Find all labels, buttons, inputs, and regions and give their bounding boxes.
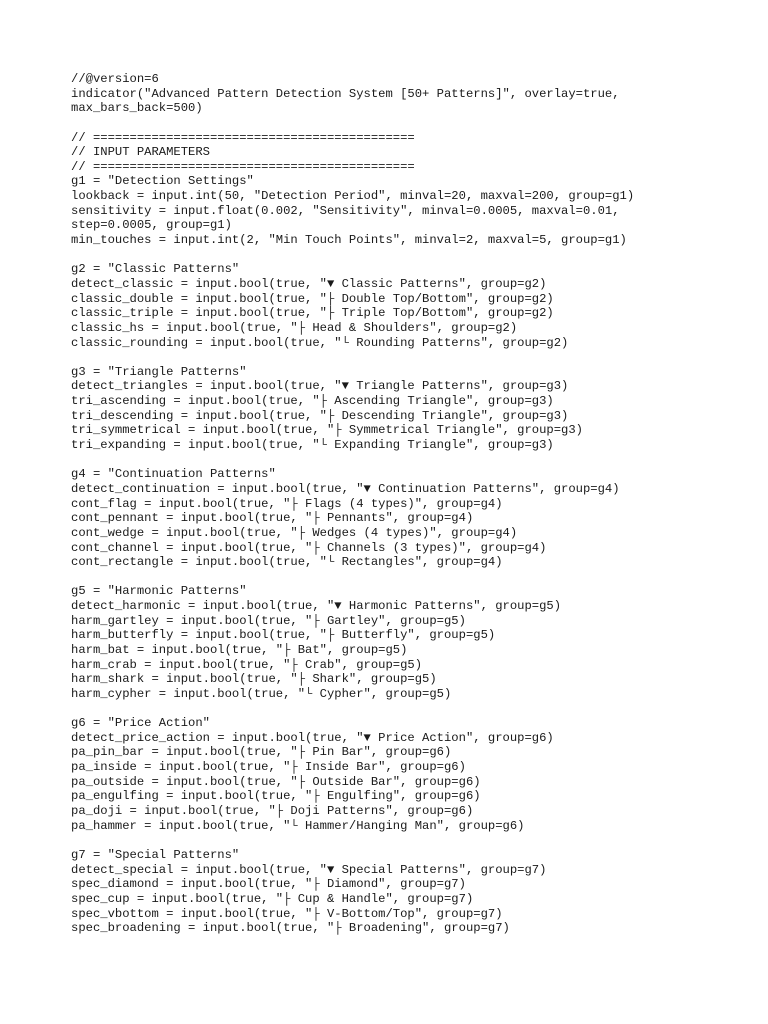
code-line: sensitivity = input.float(0.002, "Sensitivity", minval=0.0005, maxval=0.01, bbox=[71, 203, 620, 218]
code-line: classic_rounding = input.bool(true, "└ Rounding Patterns", group=g2) bbox=[71, 335, 569, 350]
code-line: detect_triangles = input.bool(true, "▼ Triangle Patterns", group=g3) bbox=[71, 379, 569, 394]
code-line: tri_descending = input.bool(true, "├ Descending Triangle", group=g3) bbox=[71, 408, 569, 423]
code-line: harm_gartley = input.bool(true, "├ Gartley", group=g5) bbox=[71, 613, 466, 628]
code-line: // ============================================ bbox=[71, 159, 415, 174]
code-line: g1 = "Detection Settings" bbox=[71, 174, 254, 189]
code-line: min_touches = input.int(2, "Min Touch Points", minval=2, maxval=5, group=g1) bbox=[71, 233, 627, 248]
code-line: pa_pin_bar = input.bool(true, "├ Pin Bar", group=g6) bbox=[71, 745, 452, 760]
code-line: pa_inside = input.bool(true, "├ Inside Bar", group=g6) bbox=[71, 760, 466, 775]
code-page bbox=[71, 72, 751, 936]
code-line: spec_diamond = input.bool(true, "├ Diamond", group=g7) bbox=[71, 877, 466, 892]
code-line: tri_expanding = input.bool(true, "└ Expanding Triangle", group=g3) bbox=[71, 438, 554, 453]
code-line: harm_cypher = input.bool(true, "└ Cypher", group=g5) bbox=[71, 686, 452, 701]
code-line: detect_special = input.bool(true, "▼ Special Patterns", group=g7) bbox=[71, 862, 547, 877]
code-line: cont_rectangle = input.bool(true, "└ Rectangles", group=g4) bbox=[71, 555, 503, 570]
code-line: indicator("Advanced Pattern Detection System [50+ Patterns]", overlay=true, bbox=[71, 86, 620, 101]
code-line: pa_hammer = input.bool(true, "└ Hammer/Hanging Man", group=g6) bbox=[71, 818, 525, 833]
code-line: pa_outside = input.bool(true, "├ Outside Bar", group=g6) bbox=[71, 774, 481, 789]
code-line: harm_bat = input.bool(true, "├ Bat", group=g5) bbox=[71, 642, 408, 657]
code-line: harm_crab = input.bool(true, "├ Crab", group=g5) bbox=[71, 657, 423, 672]
code-line: harm_butterfly = input.bool(true, "├ Butterfly", group=g5) bbox=[71, 628, 496, 643]
code-line: g7 = "Special Patterns" bbox=[71, 847, 240, 862]
code-line: g5 = "Harmonic Patterns" bbox=[71, 584, 247, 599]
code-line: tri_ascending = input.bool(true, "├ Ascending Triangle", group=g3) bbox=[71, 394, 554, 409]
code-line: cont_flag = input.bool(true, "├ Flags (4 types)", group=g4) bbox=[71, 496, 503, 511]
code-line bbox=[71, 570, 751, 585]
code-line: harm_shark = input.bool(true, "├ Shark", group=g5) bbox=[71, 672, 437, 687]
code-line: cont_pennant = input.bool(true, "├ Pennants", group=g4) bbox=[71, 511, 474, 526]
code-line bbox=[71, 702, 751, 717]
code-line: detect_classic = input.bool(true, "▼ Classic Patterns", group=g2) bbox=[71, 276, 547, 291]
code-line: cont_wedge = input.bool(true, "├ Wedges (4 types)", group=g4) bbox=[71, 525, 518, 540]
code-line: spec_cup = input.bool(true, "├ Cup & Handle", group=g7) bbox=[71, 891, 474, 906]
code-line: cont_channel = input.bool(true, "├ Channels (3 types)", group=g4) bbox=[71, 540, 547, 555]
code-line: tri_symmetrical = input.bool(true, "├ Symmetrical Triangle", group=g3) bbox=[71, 423, 583, 438]
code-line: //@version=6 bbox=[71, 72, 159, 86]
code-line: lookback = input.int(50, "Detection Period", minval=20, maxval=200, group=g1) bbox=[71, 189, 635, 204]
code-line: detect_price_action = input.bool(true, "▼ Price Action", group=g6) bbox=[71, 730, 554, 745]
code-line: detect_continuation = input.bool(true, "▼ Continuation Patterns", group=g4) bbox=[71, 481, 620, 496]
code-line bbox=[71, 116, 751, 131]
code-line: max_bars_back=500) bbox=[71, 101, 203, 116]
code-line: classic_triple = input.bool(true, "├ Triple Top/Bottom", group=g2) bbox=[71, 306, 554, 321]
code-line: // ============================================ bbox=[71, 130, 415, 145]
code-line: pa_doji = input.bool(true, "├ Doji Patterns", group=g6) bbox=[71, 804, 474, 819]
code-line: g6 = "Price Action" bbox=[71, 716, 210, 731]
code-line: pa_engulfing = input.bool(true, "├ Engulfing", group=g6) bbox=[71, 789, 481, 804]
code-line: step=0.0005, group=g1) bbox=[71, 218, 232, 233]
code-line: classic_double = input.bool(true, "├ Double Top/Bottom", group=g2) bbox=[71, 291, 554, 306]
code-line: spec_broadening = input.bool(true, "├ Broadening", group=g7) bbox=[71, 921, 510, 936]
code-line: classic_hs = input.bool(true, "├ Head & Shoulders", group=g2) bbox=[71, 320, 518, 335]
code-line bbox=[71, 453, 751, 468]
code-line: g4 = "Continuation Patterns" bbox=[71, 467, 276, 482]
code-line bbox=[71, 833, 751, 848]
code-line: detect_harmonic = input.bool(true, "▼ Harmonic Patterns", group=g5) bbox=[71, 599, 562, 614]
code-line: g2 = "Classic Patterns" bbox=[71, 262, 240, 277]
code-line: spec_vbottom = input.bool(true, "├ V-Bottom/Top", group=g7) bbox=[71, 906, 503, 921]
code-line bbox=[71, 350, 751, 365]
code-line: g3 = "Triangle Patterns" bbox=[71, 364, 247, 379]
code-line bbox=[71, 248, 751, 263]
code-line: // INPUT PARAMETERS bbox=[71, 145, 210, 160]
